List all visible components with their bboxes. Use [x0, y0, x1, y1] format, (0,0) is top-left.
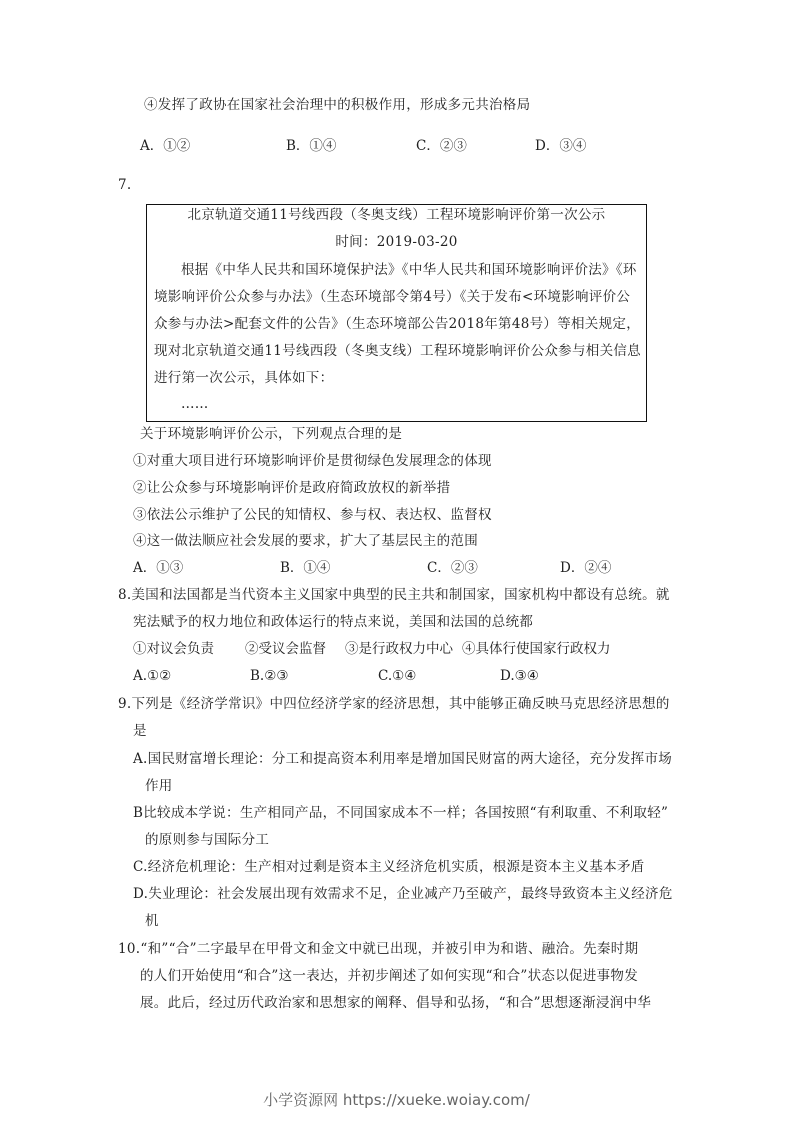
notice-box — [146, 204, 647, 422]
q10-stem-line: 展。此后，经过历代政治家和思想家的阐释、倡导和弘扬，“和合”思想逐渐浸润中华 — [140, 995, 652, 1011]
q8-option-d: D.③④ — [500, 668, 539, 684]
q9-stem-line: 是 — [133, 723, 147, 739]
q9-option-c: C.经济危机理论：生产相对过剩是资本主义经济危机实质，根源是资本主义基本矛盾 — [133, 859, 645, 875]
q6-option-d: D．③④ — [535, 138, 587, 154]
q7-option-b: B．①④ — [280, 560, 331, 576]
q8-statement-3: ③是行政权力中心 — [345, 641, 453, 657]
q8-stem-line: 8.美国和法国都是当代资本主义国家中典型的民主共和制国家，国家机构中都设有总统。就 — [118, 587, 670, 603]
notice-body-line: 众参与办法>配套文件的公告》（生态环境部公告2018年第48号）等相关规定， — [154, 316, 640, 332]
q7-statement-3: ③依法公示维护了公民的知情权、参与权、表达权、监督权 — [133, 507, 492, 523]
q9-option-d-cont: 机 — [145, 913, 159, 929]
notice-ellipsis: …… — [181, 396, 209, 412]
q7-stem: 关于环境影响评价公示，下列观点合理的是 — [140, 426, 403, 442]
footer-watermark: 小学资源网 https://xueke.woiay.com/ — [263, 1091, 530, 1109]
notice-title: 北京轨道交通11号线西段（冬奥支线）工程环境影响评价第一次公示 — [187, 207, 606, 223]
q8-statement-4: ④具体行使国家行政权力 — [462, 641, 611, 657]
notice-body-line: 进行第一次公示，具体如下： — [154, 370, 334, 386]
q7-option-d: D．②④ — [560, 560, 612, 576]
notice-body-line: 境影响评价公众参与办法》（生态环境部令第4号）《关于发布<环境影响评价公 — [154, 289, 631, 305]
q7-number: 7. — [118, 177, 132, 193]
notice-body-line: 根据《中华人民共和国环境保护法》《中华人民共和国环境影响评价法》《环 — [181, 262, 637, 278]
q7-statement-4: ④这一做法顺应社会发展的要求，扩大了基层民主的范围 — [133, 533, 478, 549]
q7-statement-1: ①对重大项目进行环境影响评价是贯彻绿色发展理念的体现 — [133, 453, 492, 469]
q9-option-d: D.失业理论：社会发展出现有效需求不足，企业减产乃至破产，最终导致资本主义经济危 — [133, 886, 673, 902]
q6-option-a: A．①② — [140, 138, 191, 154]
q9-option-a-cont: 作用 — [145, 778, 173, 794]
q10-stem-line: 的人们开始使用“和合”这一表达，并初步阐述了如何实现“和合”状态以促进事物发 — [140, 968, 639, 984]
q6-option-c: C．②③ — [416, 138, 467, 154]
q8-statement-1: ①对议会负责 — [133, 641, 214, 657]
q9-option-b: B比较成本学说：生产相同产品，不同国家成本不一样；各国按照“有利取重、不利取轻” — [133, 805, 669, 821]
q8-stem-line: 宪法赋予的权力地位和政体运行的特点来说，美国和法国的总统都 — [133, 614, 534, 630]
q8-option-b: B.②③ — [250, 668, 289, 684]
notice-body-line: 现对北京轨道交通11号线西段（冬奥支线）工程环境影响评价公众参与相关信息 — [154, 343, 641, 359]
q9-stem-line: 9.下列是《经济学常识》中四位经济学家的经济思想，其中能够正确反映马克思经济思想的 — [118, 696, 670, 712]
q10-stem-line: 10.“和”“合”二字最早在甲骨文和金文中就已出现，并被引申为和谐、融洽。先秦时期 — [118, 941, 639, 957]
q7-statement-2: ②让公众参与环境影响评价是政府简政放权的新举措 — [133, 480, 451, 496]
q7-option-c: C．②③ — [427, 560, 478, 576]
q8-statement-2: ②受议会监督 — [245, 641, 326, 657]
notice-date: 时间：2019-03-20 — [335, 234, 458, 250]
q8-option-a: A.①② — [133, 668, 172, 684]
q6-statement-4: ④发挥了政协在国家社会治理中的积极作用，形成多元共治格局 — [144, 97, 531, 113]
q8-option-c: C.①④ — [378, 668, 417, 684]
q6-option-b: B．①④ — [286, 138, 337, 154]
q9-option-a: A.国民财富增长理论：分工和提高资本利用率是增加国民财富的两大途径，充分发挥市场 — [133, 751, 673, 767]
q9-option-b-cont: 的原则参与国际分工 — [145, 832, 270, 848]
q7-option-a: A．①③ — [133, 560, 184, 576]
